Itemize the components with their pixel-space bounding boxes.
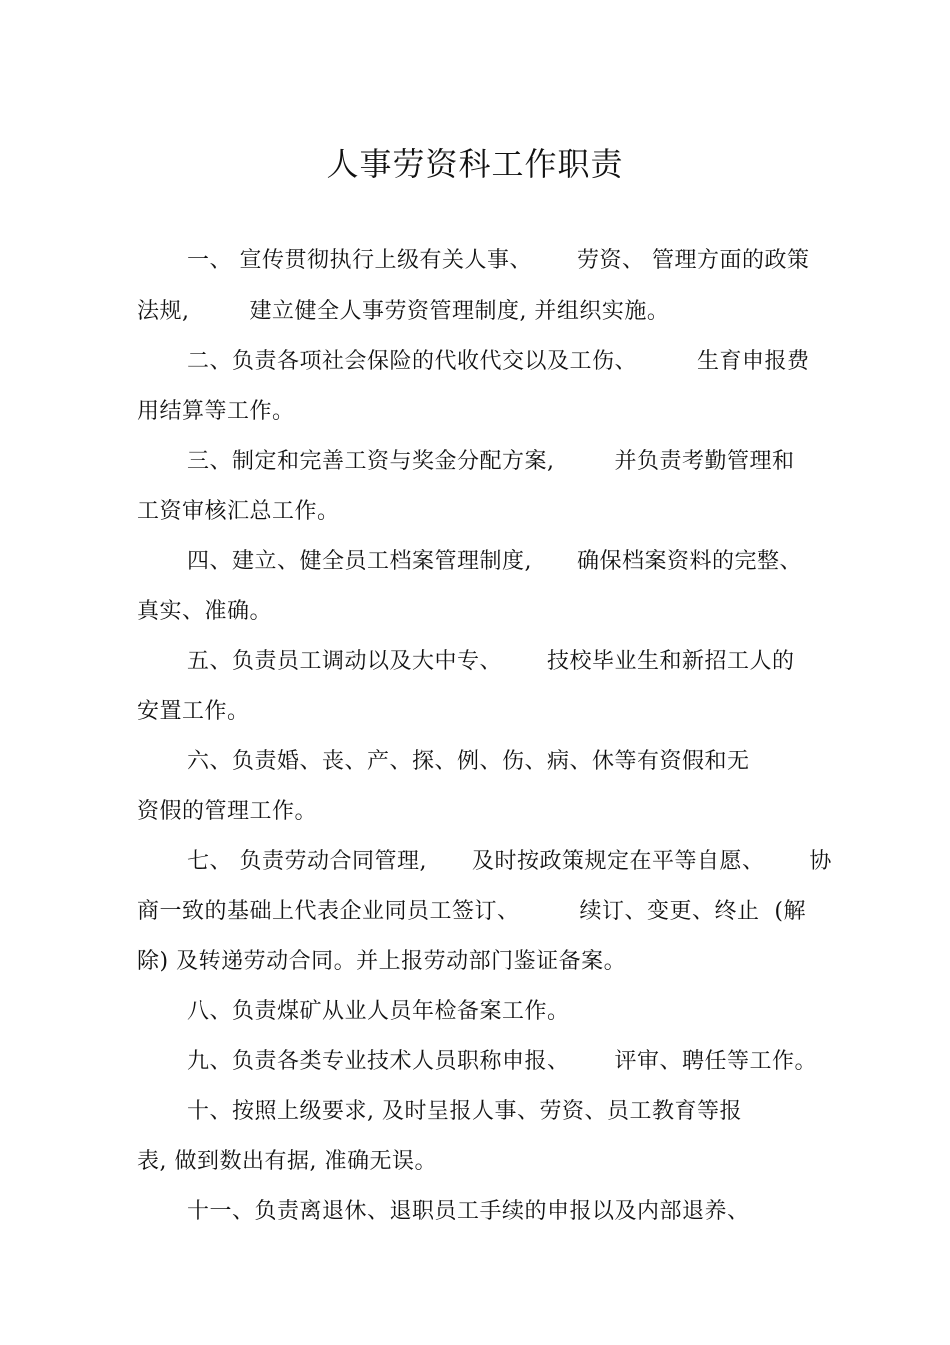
paragraph-line: 九、负责各类专业技术人员职称申报、 评审、聘任等工作。 [187,1049,817,1074]
paragraph-line: 工资审核汇总工作。 [137,499,340,524]
paragraph-line: 三、制定和完善工资与奖金分配方案, 并负责考勤管理和 [187,449,795,474]
paragraph-line: 二、负责各项社会保险的代收代交以及工伤、 生育申报费 [187,349,810,374]
document-title: 人事劳资科工作职责 [326,145,624,183]
paragraph-line: 五、负责员工调动以及大中专、 技校毕业生和新招工人的 [187,649,795,674]
paragraph-line: 十一、负责离退休、退职员工手续的申报以及内部退养、 [187,1199,750,1224]
paragraph-line: 表, 做到数出有据, 准确无误。 [137,1149,437,1174]
paragraph-line: 安置工作。 [137,699,250,724]
paragraph-line: 资假的管理工作。 [137,799,318,824]
paragraph-line: 八、负责煤矿从业人员年检备案工作。 [187,999,570,1024]
paragraph-line: 用结算等工作。 [137,399,295,424]
paragraph-line: 真实、准确。 [137,599,273,624]
paragraph-line: 除) 及转递劳动合同。并上报劳动部门鉴证备案。 [137,949,627,974]
paragraph-line: 六、负责婚、丧、产、探、例、伤、病、休等有资假和无 [187,749,750,774]
paragraph-line: 法规, 建立健全人事劳资管理制度, 并组织实施。 [137,299,670,324]
paragraph-line: 七、 负责劳动合同管理, 及时按政策规定在平等自愿、 协 [187,849,832,874]
paragraph-line: 商一致的基础上代表企业同员工签订、 续订、变更、终止 (解 [137,899,807,924]
paragraph-line: 四、建立、健全员工档案管理制度, 确保档案资料的完整、 [187,549,802,574]
paragraph-line: 一、 宣传贯彻执行上级有关人事、 劳资、 管理方面的政策 [187,248,810,273]
paragraph-line: 十、按照上级要求, 及时呈报人事、劳资、员工教育等报 [187,1099,742,1124]
